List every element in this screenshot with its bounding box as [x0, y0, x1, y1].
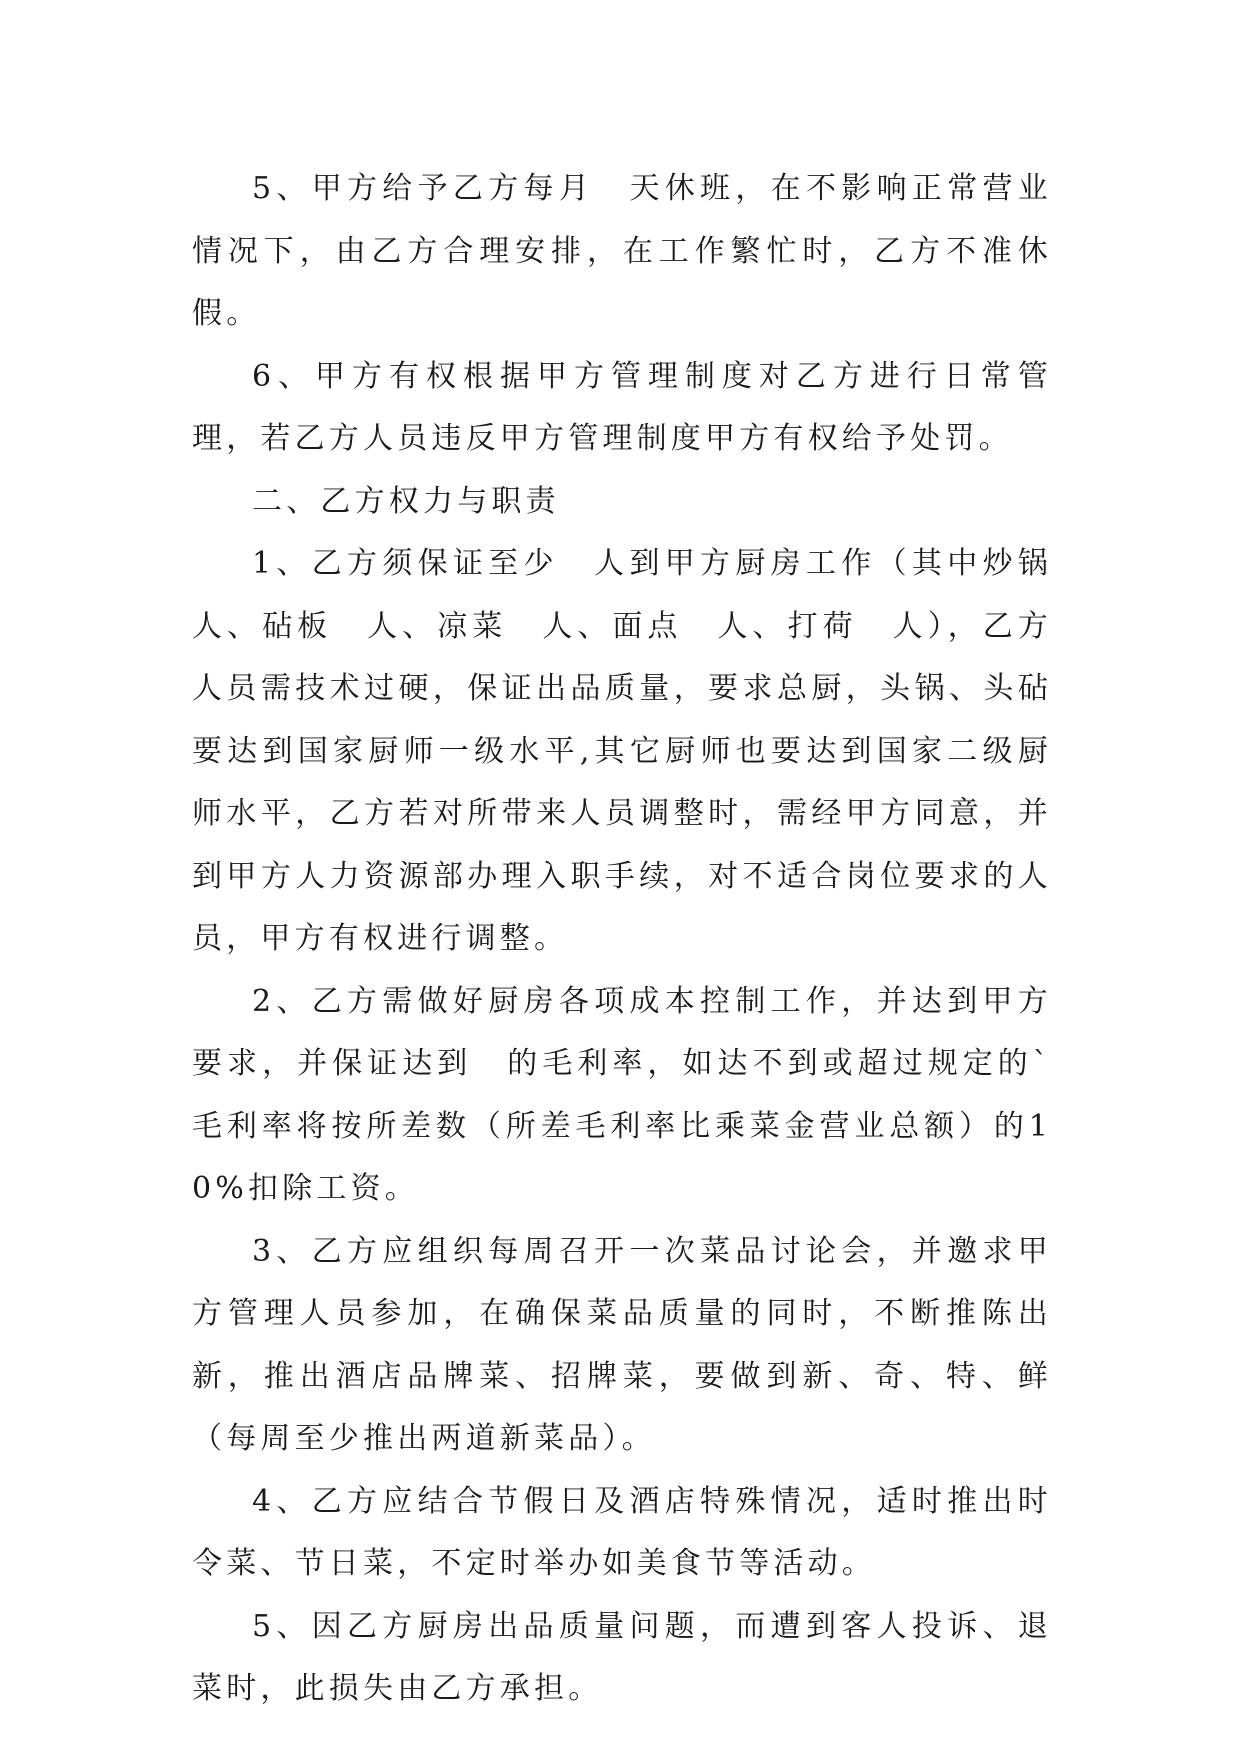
document-body [192, 158, 1087, 1721]
paragraph-holiday-dishes: 4、乙方应结合节假日及酒店特殊情况，适时推出时令菜、节日菜，不定时举办如美食节等活动。 [192, 1483, 1052, 1581]
paragraph-complaint-loss: 5、因乙方厨房出品质量问题，而遭到客人投诉、退菜时，此损失由乙方承担。 [192, 1608, 1052, 1706]
section-heading-party-b: 二、乙方权力与职责 [252, 483, 560, 519]
paragraph-management-rights: 6、甲方有权根据甲方管理制度对乙方进行日常管理，若乙方人员违反甲方管理制度甲方有权给予处罚。 [192, 358, 1052, 456]
paragraph-cost-control: 2、乙方需做好厨房各项成本控制工作，并达到甲方要求，并保证达到 的毛利率，如达不到或超过规定的`毛利率将按所差数（所差毛利率比乘菜金营业总额）的10%扣除工资。 [192, 983, 1052, 1206]
paragraph-menu-meeting: 3、乙方应组织每周召开一次菜品讨论会，并邀求甲方管理人员参加，在确保菜品质量的同时，不断推陈出新，推出酒店品牌菜、招牌菜，要做到新、奇、特、鲜（每周至少推出两道新菜品）。 [192, 1233, 1052, 1456]
paragraph-staffing: 1、乙方须保证至少 人到甲方厨房工作（其中炒锅 人、砧板 人、凉菜 人、面点 人、打荷 人），乙方人员需技术过硬，保证出品质量，要求总厨，头锅、头砧要达到国家厨师一级水平,其它厨师也要达到国家二级厨师水平，乙方若对所带来人员调整时，需经甲方同意，并到甲方人力资源部办理入职手续，对不适合岗位要求的人员，甲方有权进行调整。 [192, 546, 1087, 956]
paragraph-rest-days: 5、甲方给予乙方每月 天休班，在不影响正常营业情况下，由乙方合理安排，在工作繁忙时，乙方不准休假。 [192, 171, 1052, 331]
